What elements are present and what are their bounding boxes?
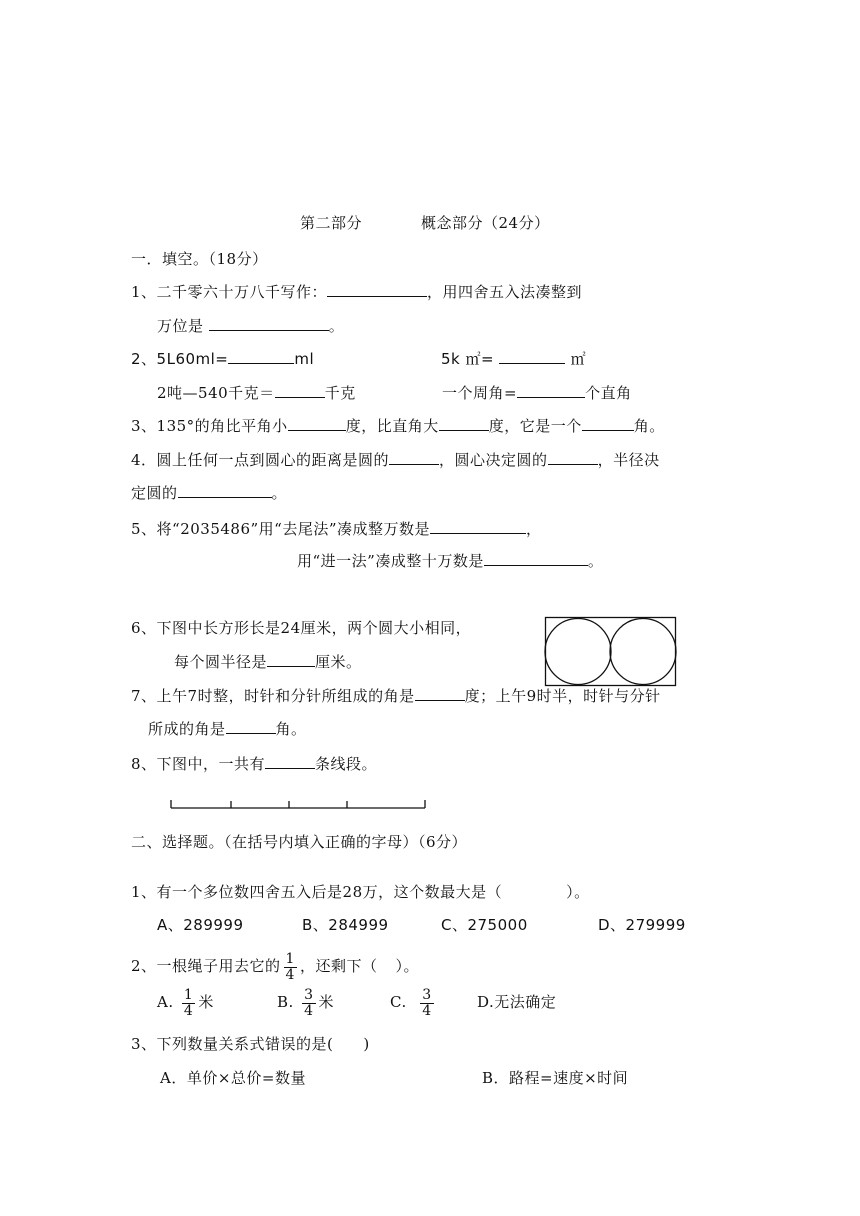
option-c: C、275000 bbox=[441, 916, 528, 934]
choice-section-title: 二、选择题。（在括号内填入正确的字母）（6分） bbox=[131, 833, 468, 851]
answer-blank[interactable] bbox=[430, 519, 526, 534]
left-circle-shape bbox=[545, 619, 611, 685]
answer-blank[interactable] bbox=[288, 416, 346, 431]
question-5: 5、将“2035486”用“去尾法”凑成整万数是 ， bbox=[131, 520, 542, 538]
question-1-cont: 万位是 。 bbox=[157, 317, 345, 335]
option-c: C. $\frac{3}{4}$ bbox=[390, 986, 432, 1019]
answer-blank[interactable] bbox=[415, 686, 465, 701]
answer-blank[interactable] bbox=[582, 416, 634, 431]
option-d: D、279999 bbox=[598, 916, 686, 934]
question-3: 3、135°的角比平角小 度，比直角大 度，它是一个 角。 bbox=[131, 417, 665, 435]
answer-blank[interactable] bbox=[484, 551, 588, 566]
choice-question-1: 1、有一个多位数四舍五入后是28万，这个数最大是（ ）。 bbox=[131, 883, 590, 901]
line-segment-figure bbox=[168, 797, 430, 811]
part-title: 第二部分 bbox=[300, 214, 363, 232]
choice-question-3: 3、下列数量关系式错误的是( ) bbox=[131, 1035, 370, 1053]
answer-blank[interactable] bbox=[275, 383, 325, 398]
answer-blank[interactable] bbox=[548, 450, 598, 465]
answer-blank[interactable] bbox=[228, 349, 294, 364]
option-d: D.无法确定 bbox=[477, 993, 557, 1011]
option-b: B. $\frac{3}{4}$ 米 bbox=[277, 986, 335, 1019]
question-6-cont: 每个圆半径是 厘米。 bbox=[174, 653, 362, 671]
question-7-cont: 所成的角是 角。 bbox=[148, 720, 307, 738]
answer-blank[interactable] bbox=[209, 316, 329, 331]
question-5-cont: 用“进一法”凑成整十万数是 。 bbox=[297, 552, 604, 570]
option-a: A、289999 bbox=[157, 916, 244, 934]
question-8: 8、下图中，一共有 条线段。 bbox=[131, 755, 378, 773]
answer-blank[interactable] bbox=[178, 483, 272, 498]
question-7: 7、上午7时整，时针和分针所组成的角是 度；上午9时半，时针与分针 bbox=[131, 687, 661, 705]
question-4-cont: 定圆的 。 bbox=[131, 484, 288, 502]
option-b: B．路程=速度×时间 bbox=[482, 1069, 629, 1087]
answer-blank[interactable] bbox=[267, 652, 315, 667]
question-4: 4．圆上任何一点到圆心的距离是圆的 ，圆心决定圆的 ，半径决 bbox=[131, 451, 660, 469]
rectangle-two-circles-figure bbox=[544, 616, 678, 688]
answer-blank[interactable] bbox=[517, 383, 585, 398]
option-a: A．单价×总价=数量 bbox=[160, 1069, 306, 1087]
answer-blank[interactable] bbox=[265, 754, 315, 769]
answer-blank[interactable] bbox=[327, 282, 427, 297]
answer-blank[interactable] bbox=[499, 349, 565, 364]
answer-blank[interactable] bbox=[389, 450, 439, 465]
answer-blank[interactable] bbox=[226, 719, 276, 734]
option-a: A. $\frac{1}{4}$ 米 bbox=[157, 986, 214, 1019]
question-2-part-c: 2吨—540千克＝ 千克 bbox=[157, 384, 356, 402]
question-6: 6、下图中长方形长是24厘米，两个圆大小相同， bbox=[131, 619, 472, 637]
fill-section-title: 一．填空。（18分） bbox=[131, 250, 268, 268]
fraction-one-quarter: $\frac{1}{4}$ bbox=[285, 950, 295, 983]
answer-blank[interactable] bbox=[439, 416, 489, 431]
choice-question-2: 2、一根绳子用去它的 $\frac{1}{4}$ ，还剩下（ ）。 bbox=[131, 950, 419, 983]
section-title: 概念部分（24分） bbox=[421, 214, 550, 232]
question-2-part-b: 5k ㎡= ㎡ bbox=[441, 350, 587, 368]
question-1: 1、二千零六十万八千写作： ，用四舍五入法凑整到 bbox=[131, 283, 583, 301]
question-2-part-a: 2、5L60ml= ml bbox=[131, 350, 315, 368]
question-2-part-d: 一个周角= 个直角 bbox=[442, 384, 632, 402]
option-b: B、284999 bbox=[302, 916, 389, 934]
right-circle-shape bbox=[610, 619, 676, 685]
